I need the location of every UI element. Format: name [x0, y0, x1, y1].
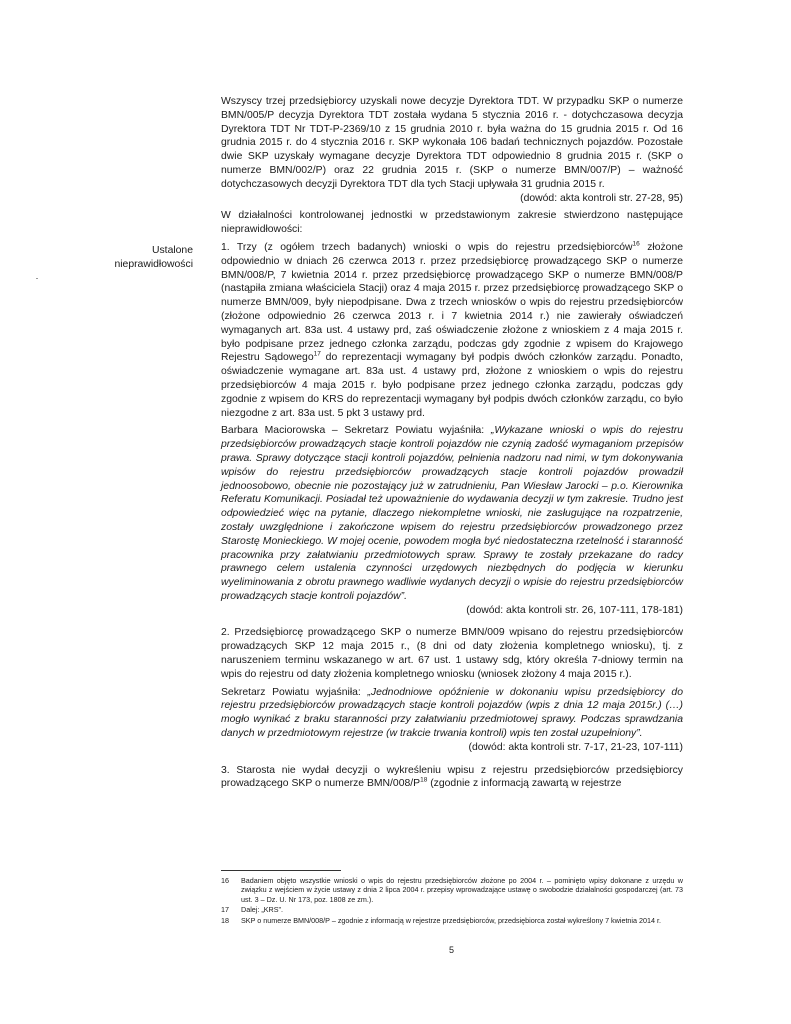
evidence-reference: (dowód: akta kontroli str. 7-17, 21-23, 107-111)	[468, 741, 683, 753]
main-text	[221, 95, 683, 791]
paragraph-finding-2: 2. Przedsiębiorcę prowadzącego SKP o numerze BMN/009 wpisano do rejestru przedsiębiorców prowadzących SKP 12 maja 2015 r., (8 dni od daty złożenia kompletnego wniosku), tj. z naruszeniem terminu wskazanego w art. 67 ust. 1 ustawy sdg, który określa 7-dniowy termin na wpis do rejestru od daty złożenia kompletnego wniosku (wniosek złożony 4 maja 2015 r.).	[221, 627, 683, 680]
footnote-separator	[221, 870, 341, 871]
paragraph-explanation-1: Barbara Maciorowska – Sekretarz Powiatu wyjaśniła: „Wykazane wnioski o wpis do rejestru przedsiębiorców prowadzących stacje kontroli pojazdów nie czynią zadość wymaganiom przepisów prawa. Sprawy dotyczące stacji kontroli pojazdów, pełnienia nadzoru nad nimi, w tym dokonywania wpisów do rejestru przedsiębiorców prowadzących stacje kontroli pojazdów prowadził jednoosobowo, obecnie nie pozostający już w zatrudnieniu, Pan Wiesław Jarocki – p.o. Kierownika Referatu Komunikacji. Posiadał też upoważnienie do wydawania decyzji w tym zakresie. Trudno jest odpowiedzieć więc na pytanie, dlaczego niekompletne wnioski, nie zasługujące na rozpatrzenie, zostały uwzględnione i zakończone wpisem do rejestru przedsiębiorców prowadzonego przez Starostę Monieckiego. W mojej ocenie, powodem mogła być niedostateczna rzetelność i staranność pracownika przy załatwianiu przedmiotowych spraw. Sprawy te zostały przekazane do radcy prawnego celem ustalenia czynności urzędowych niezbędnych do podjęcia w kierunku wyeliminowania z obrotu prawnego wadliwie wydanych decyzji o wpisie do rejestru przedsiębiorców prowadzących stacje kontroli pojazdów”.	[221, 425, 684, 602]
margin-heading: Ustalone nieprawidłowości	[114, 245, 193, 270]
paragraph-explanation-2: Sekretarz Powiatu wyjaśniła: „Jednodniowe opóźnienie w dokonaniu wpisu przedsiębiorcy do rejestru przedsiębiorców prowadzących stacje kontroli pojazdów (wpis z dnia 12 maja 2015r.) (…) mogło wynikać z braku staranności przy załatwianiu przedmiotowej sprawy. Podczas sprawdzania danych w przedmiotowym rejestrze (w trakcie trwania kontroli) wpis ten został uzupełniony”. (dowód: akta kontroli str. 7-17, 21-23, 107-111)	[221, 686, 683, 753]
footnote	[221, 905, 683, 914]
quote-explanation-2: „Jednodniowe opóźnienie w dokonaniu wpisu przedsiębiorcy do rejestru przedsiębiorców prowadzących stacje kontroli pojazdów (wpis z dnia 12 maja 2015r.) (…) mogło wynikać z braku staranności przy załatwianiu przedmiotowej sprawy. Podczas sprawdzania danych w przedmiotowym rejestrze (w trakcie trwania kontroli) wpis ten został uzupełniony”.	[221, 686, 683, 740]
quote-explanation-1: „Wykazane wnioski o wpis do rejestru przedsiębiorców prowadzących stacje kontroli pojazdów nie czynią zadość wymaganiom przepisów prawa. Sprawy dotyczące stacji kontroli pojazdów, pełnienia nadzoru nad nimi, w tym dokonywania wpisów do rejestru przedsiębiorców prowadzących stacje kontroli pojazdów prowadził jednoosobowo, obecnie nie pozostający już w zatrudnieniu, Pan Wiesław Jarocki – p.o. Kierownika Referatu Komunikacji. Posiadał też upoważnienie do wydawania decyzji w tym zakresie. Trudno jest odpowiedzieć więc na pytanie, dlaczego niekompletne wnioski, nie zasługujące na rozpatrzenie, zostały uwzględnione i zakończone wpisem do rejestru przedsiębiorców prowadzonego przez Starostę Monieckiego. W mojej ocenie, powodem mogła być niedostateczna rzetelność i staranność pracownika przy załatwianiu przedmiotowych spraw. Sprawy te zostały przekazane do radcy prawnego celem ustalenia czynności urzędowych niezbędnych do podjęcia w kierunku wyeliminowania z obrotu prawnego wadliwie wydanych decyzji o wpisie do rejestru przedsiębiorców prowadzących stacje kontroli pojazdów”.	[221, 425, 684, 602]
evidence-reference: (dowód: akta kontroli str. 27-28, 95)	[520, 192, 683, 204]
evidence-reference: (dowód: akta kontroli str. 26, 107-111, 178-181)	[466, 604, 683, 616]
scan-speck	[36, 278, 38, 279]
paragraph-findings-intro: W działalności kontrolowanej jednostki w przedstawionym zakresie stwierdzono następujące nieprawidłowości:	[221, 210, 683, 236]
footnote-text: Dalej: „KRS”.	[241, 905, 283, 915]
footnote-ref-17: 17	[313, 350, 321, 358]
footnote-text: Badaniem objęto wszystkie wnioski o wpis do rejestru przedsiębiorców złożone po 2004 r. – pominięto wpisy dokonane z urzędu w związku z wejściem w życie ustawy z dnia 2 lipca 2004 r. przepisy wprowadzające ustawę o swobodzie działalności gospodarczej (art. 73 ust. 3 – Dz. U. Nr 173, poz. 1808 ze zm.).	[241, 876, 683, 904]
page-number: 5	[449, 945, 455, 955]
paragraph-intro: Wszyscy trzej przedsiębiorcy uzyskali nowe decyzje Dyrektora TDT. W przypadku SKP o numerze BMN/005/P decyzja Dyrektora TDT została wydana 5 stycznia 2016 r. - dotychczasowa decyzja Dyrektora TDT Nr TDT-P-2369/10 z 15 grudnia 2010 r. była ważna do 15 grudnia 2015 r. Od 16 grudnia 2015 r. do 4 stycznia 2016 r. SKP wykonała 106 badań technicznych pojazdów. Pozostałe dwie SKP uzyskały wymagane decyzje Dyrektora TDT odpowiednio 8 grudnia 2015 r. (SKP o numerze BMN/002/P) oraz 22 grudnia 2015 r. (SKP o numerze BMN/007/P) – ważność dotychczasowych decyzji Dyrektora TDT dla tych Stacji upływała 31 grudnia 2015 r. (dowód: akta kontroli str. 27-28, 95)	[221, 96, 683, 204]
footnote	[221, 876, 683, 904]
footnote-text: SKP o numerze BMN/008/P – zgodnie z informacją w rejestrze przedsiębiorców, przedsiębiorca został wykreślony 7 kwietnia 2014 r.	[241, 915, 662, 925]
footnote-ref-18: 18	[420, 776, 428, 784]
footnote-ref-16: 16	[632, 240, 640, 248]
footnote-number: 18	[221, 915, 229, 925]
paragraph-finding-3: 3. Starosta nie wydał decyzji o wykreśleniu wpisu z rejestru przedsiębiorców przedsiębiorcy prowadzącego SKP o numerze BMN/$008/P^{18}$ (zgodnie z informacją zawartą w rejestrze	[221, 764, 683, 790]
paragraph-finding-1: 1. Trzy (z ogółem trzech badanych) wnioski o wpis do rejestru przedsiębiorców$^{16}$ złożone odpowiednio w dniach 26 czerwca 2013 r. przez przedsiębiorcę prowadzącego SKP o numerze BMN/008/P, 7 kwietnia 2014 r. przez przedsiębiorcę prowadzącego SKP o numerze BMN/008/P (nastąpiła zmiana właściciela Stacji) oraz 4 maja 2015 r. przez przedsiębiorcę prowadzącego SKP o numerze BMN/009, były niepodpisane. Dwa z trzech wniosków o wpis do rejestru przedsiębiorców (złożone odpowiednio 26 czerwca 2013 r. i 7 kwietnia 2014 r.) nie zawierały oświadczeń wymaganych art. 83a ust. 4 ustawy prd, zaś oświadczenie złożone z wnioskiem z 4 maja 2015 r. było podpisane przez jednego członka zarządu, podczas gdy zgodnie z wpisem do Krajowego Rejestru Sądowego$^{17}$ do reprezentacji wymagany był podpis dwóch członków zarządu. Ponadto, oświadczenie wymagane art. 83a ust. 4 ustawy prd, złożone z wnioskiem o wpis do rejestru przedsiębiorców 4 maja 2015 r. było podpisane przez jednego członka zarządu, podczas gdy zgodnie z wpisem do KRS do reprezentacji wymagany był podpis dwóch członków zarządu, co było niezgodne z art. 83a ust. 5 pkt 3 ustawy prd.	[221, 240, 684, 419]
footnotes	[221, 876, 683, 926]
footnote-number: 16	[221, 876, 229, 885]
footnote-number: 17	[221, 905, 229, 915]
footnote	[221, 916, 683, 925]
